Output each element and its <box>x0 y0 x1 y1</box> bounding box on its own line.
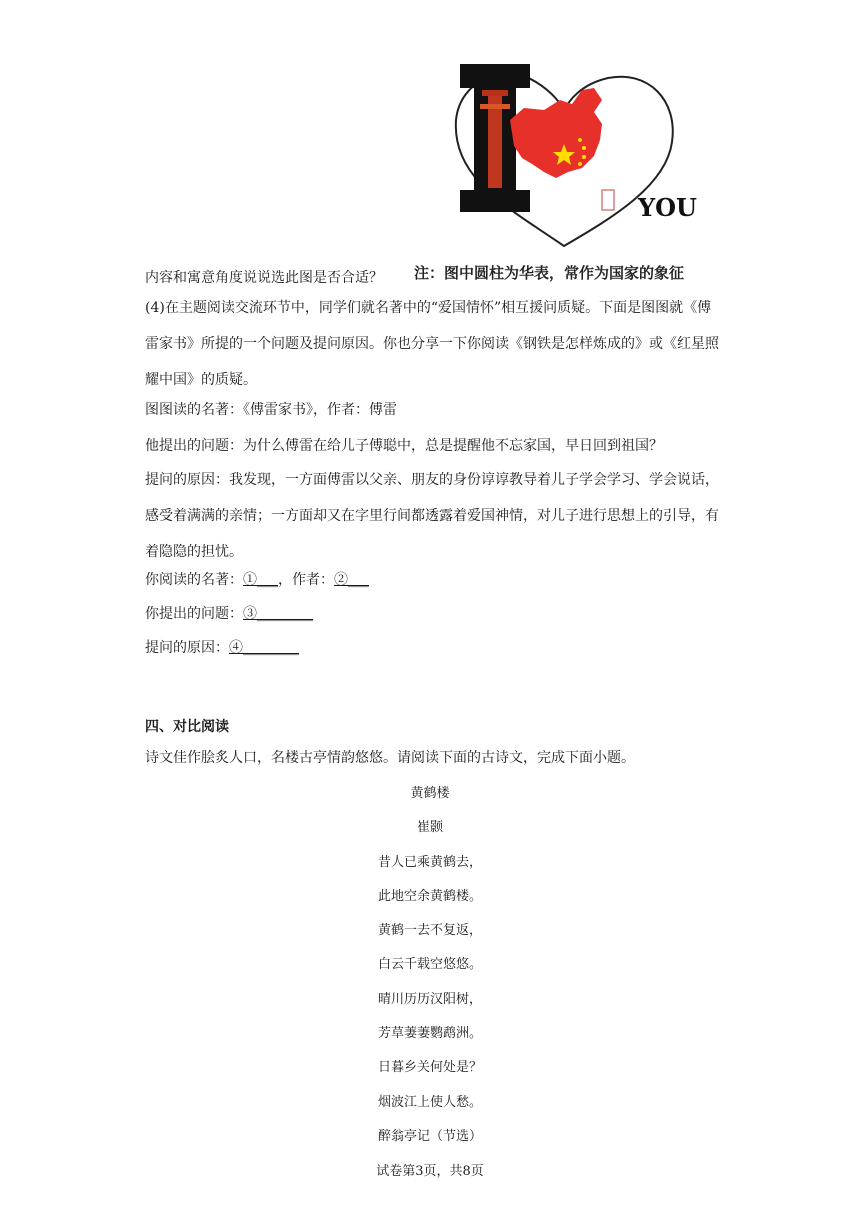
answer-blank-1[interactable]: ①___ <box>243 572 278 588</box>
your-reason-label: 提问的原因： <box>145 640 229 656</box>
poem-line: 黄鹤一去不复返， <box>377 923 482 939</box>
tutu-question-line: 他提出的问题：为什么傅雷在给儿子傅聪中，总是提醒他不忘家国，早日回到祖国？ <box>145 438 663 454</box>
you-text: YOU <box>638 193 697 222</box>
answer-blank-3[interactable]: ③________ <box>243 606 313 622</box>
poem-line: 芳草萋萋鹦鹉洲。 <box>377 1026 482 1042</box>
answer-blank-2[interactable]: ②___ <box>334 572 369 588</box>
tutu-book-line: 图图读的名著：《傅雷家书》，作者：傅雷 <box>145 402 397 418</box>
china-map <box>510 88 602 178</box>
poem-line: 白云千载空悠悠。 <box>377 957 482 973</box>
your-book-label: 你阅读的名著： <box>145 572 243 588</box>
letter-i-top <box>460 64 530 88</box>
section-intro: 诗文佳作脍炙人口，名楼古亭情韵悠悠。请阅读下面的古诗文，完成下面小题。 <box>145 750 635 766</box>
poem-line: 日暮乡关何处是？ <box>377 1060 482 1076</box>
next-passage-title: 醉翁亭记（节选） <box>377 1128 482 1144</box>
section-title: 四、对比阅读 <box>145 719 229 735</box>
your-book-line <box>145 570 369 590</box>
author-label: ，作者： <box>278 572 334 588</box>
poem-line: 昔人已乘黄鹤去， <box>377 854 482 870</box>
q4-intro: (4)在主题阅读交流环节中，同学们就名著中的“爱国情怀”相互援问质疑。下面是图图就《傅雷家书》所提的一个问题及提问原因。你也分享一下你阅读《钢铁是怎样炼成的》或《红星照耀中国》的质疑。 <box>145 300 719 388</box>
poem-author: 崔颢 <box>416 820 443 836</box>
poem-line: 烟波江上使人愁。 <box>377 1094 482 1110</box>
your-question-line <box>145 604 313 624</box>
poem-title: 黄鹤楼 <box>410 786 450 801</box>
seal-stamp <box>602 190 614 210</box>
poem-block <box>0 784 860 1161</box>
poem-line: 此地空余黄鹤楼。 <box>377 888 482 904</box>
i-love-china-emblem <box>452 60 712 252</box>
letter-i-bottom <box>460 190 530 212</box>
figure-note: 注：图中圆柱为华表，常作为国家的象征 <box>414 264 685 282</box>
q3-tail-text: 内容和寓意角度说说选此图是否合适？ <box>145 270 383 286</box>
your-reason-line <box>145 638 299 658</box>
poem-line: 晴川历历汉阳树， <box>377 991 482 1007</box>
your-question-label: 你提出的问题： <box>145 606 243 622</box>
answer-blank-4[interactable]: ④________ <box>229 640 299 656</box>
tutu-reason-paragraph: 提问的原因：我发现，一方面傅雷以父亲、朋友的身份谆谆教导着儿子学会学习、学会说话，感受着满满的亲情；一方面却又在字里行间都透露着爱国神情，对儿子进行思想上的引导，有着隐隐的担忧。 <box>145 472 719 560</box>
page-footer: 试卷第3页，共8页 <box>376 1164 484 1179</box>
